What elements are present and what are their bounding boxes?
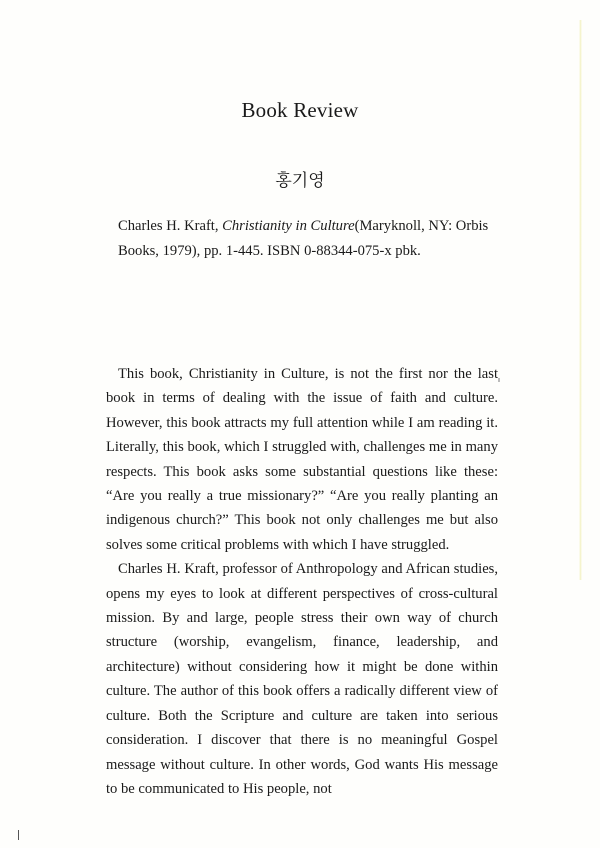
citation-suffix: (Maryknoll, NY: Orbis Books, 1979), pp. 1-445. ISBN 0-88344-075-x pbk. [118, 218, 489, 259]
citation-prefix: Charles H. Kraft, [118, 218, 223, 234]
book-citation [118, 214, 502, 264]
page-title: Book Review [241, 98, 359, 122]
author-name: 홍기영 [275, 171, 325, 191]
paragraph: This book, Christianity in Culture, is not the first nor the last book in terms of dealing with the issue of faith and culture. However, this book attracts my full attention while I am reading it. Literally, this book, which I struggled with, challenges me in many respects. This book asks some substantial questions like these: “Are you really a true missionary?” “Are you really planting an indigenous church?” This book not only challenges me but also solves some critical problems with which I have struggled. [106, 366, 498, 553]
review-body [106, 362, 498, 801]
scan-mark [18, 830, 23, 840]
citation-book-title: Christianity in Culture [222, 218, 355, 234]
scan-speck [498, 378, 500, 382]
paragraph: Charles H. Kraft, professor of Anthropology and African studies, opens my eyes to look at different perspectives of cross-cultural mission. By and large, people stress their own way of church structure (worship, evangelism, finance, leadership, and architecture) without considering how it might be done within culture. The author of this book offers a radically different view of culture. Both the Scripture and culture are taken into serious consideration. I discover that there is no meaningful Gospel message without culture. In other words, God wants His message to be communicated to His people, not [106, 561, 498, 797]
